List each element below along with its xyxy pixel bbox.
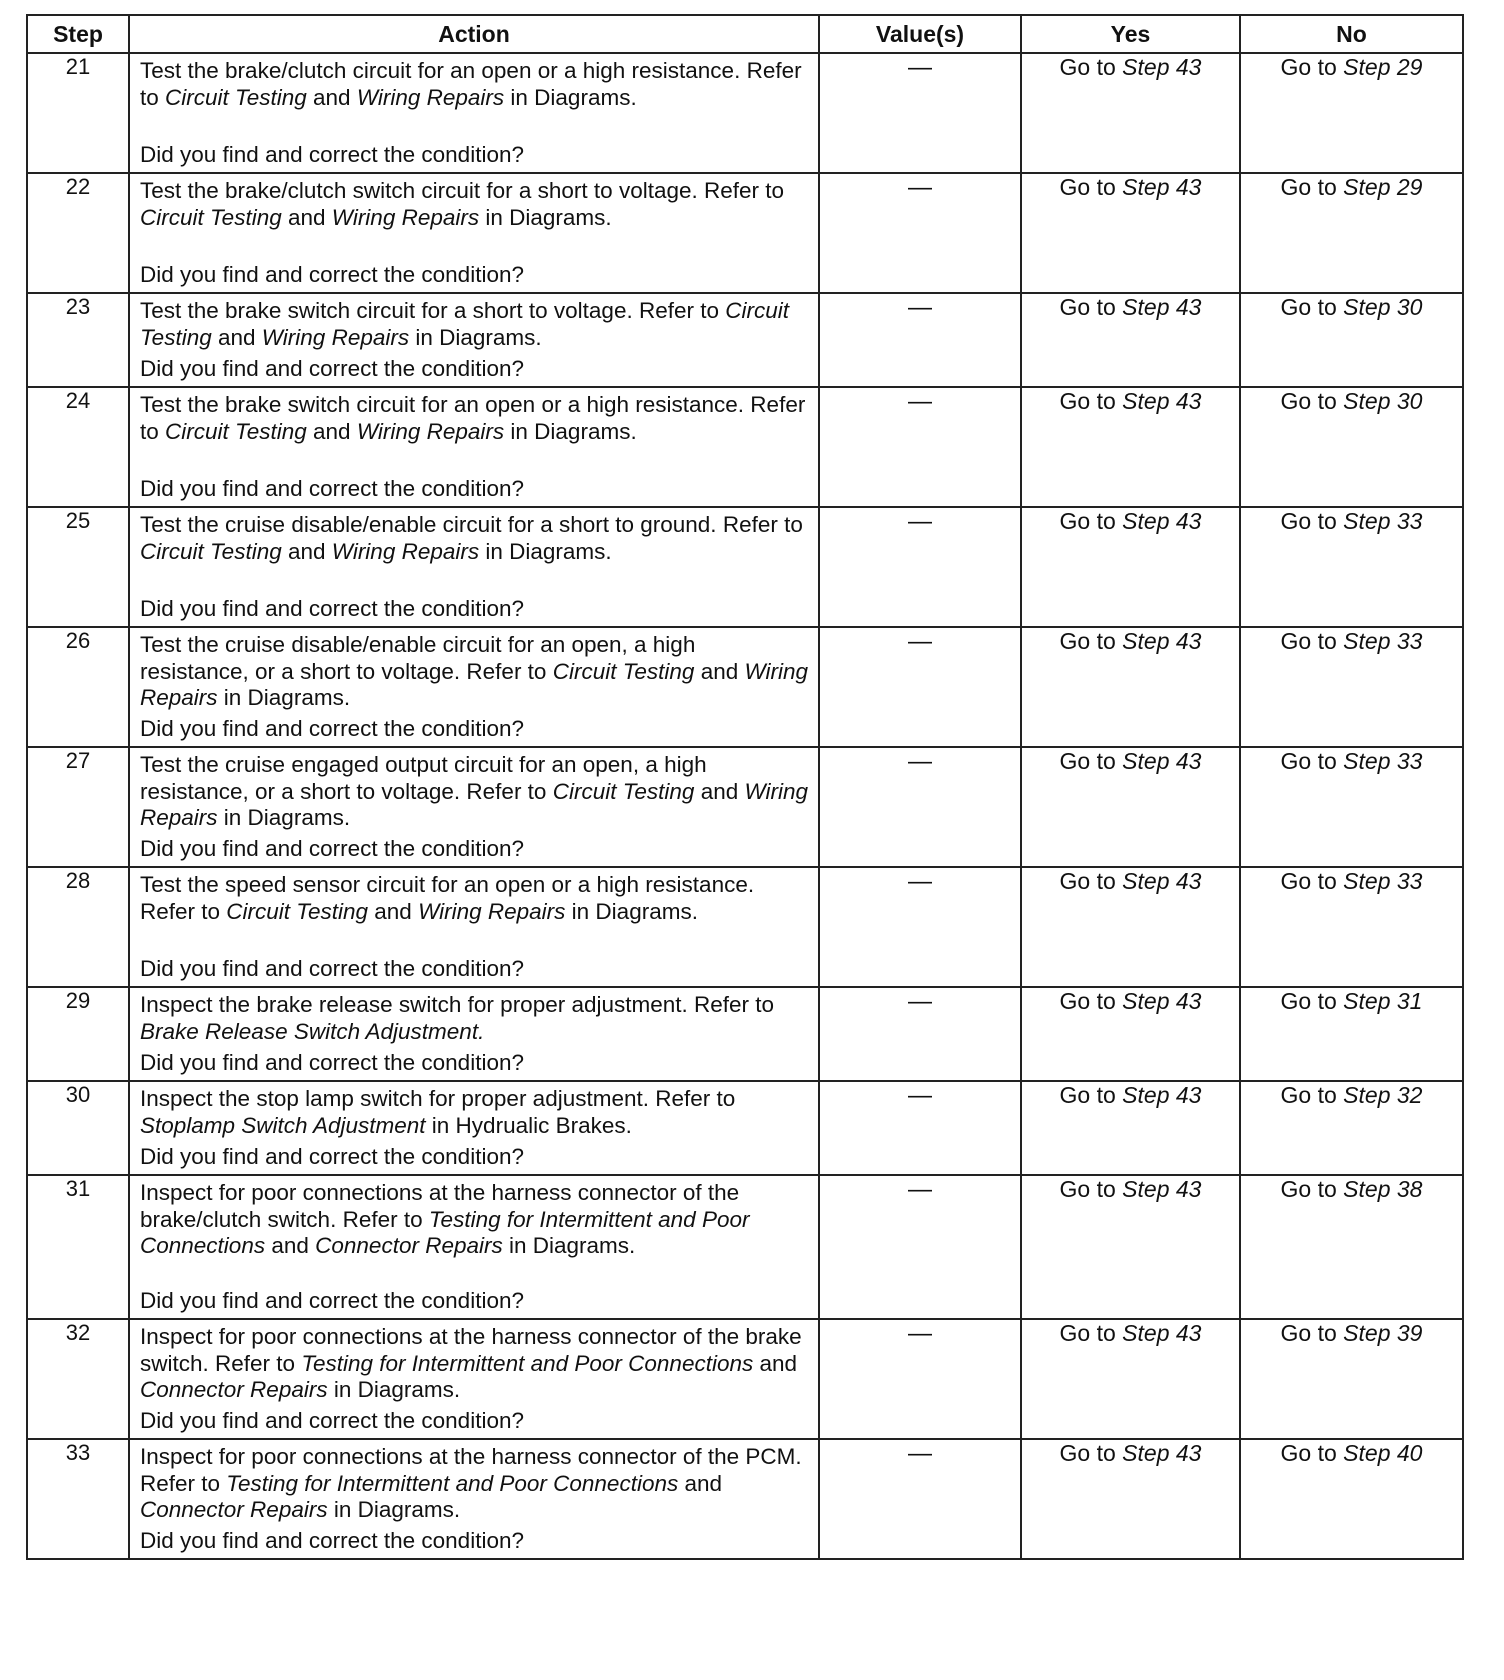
yes-step-link[interactable]: Step 43 [1122,628,1202,654]
header-row [27,15,1463,53]
action-text-segment: Test the speed sensor circuit for an open or a high resistance. Refer to [140,872,755,924]
value-cell: — [819,293,1021,387]
header-values: Value(s) [819,15,1021,53]
table-row [27,987,1463,1081]
yes-goto[interactable] [1060,748,1202,774]
reference-title: Circuit Testing [226,898,369,924]
header-yes: Yes [1021,15,1240,53]
action-text-segment: and [694,658,745,684]
action-text-segment: and [368,898,419,924]
action-text [140,1086,810,1139]
no-goto[interactable] [1281,174,1423,200]
action-text-segment: Test the cruise engaged output circuit for an open, a high resistance, or a short to voltage. Refer to [140,752,707,804]
yes-prefix: Go to [1059,1440,1123,1466]
no-prefix: Go to [1280,54,1344,80]
yes-prefix: Go to [1059,1320,1123,1346]
action-text-segment: in Diagrams. [217,805,351,830]
yes-prefix: Go to [1059,1082,1123,1108]
no-goto[interactable] [1281,54,1423,80]
action-question: Did you find and correct the condition? [140,595,524,621]
step-number: 30 [27,1081,129,1175]
action-cell [129,173,819,293]
yes-cell [1021,387,1240,507]
step-number: 27 [27,747,129,867]
action-question: Did you find and correct the condition? [140,261,524,287]
no-prefix: Go to [1280,1440,1344,1466]
reference-title: Wiring Repairs [418,898,566,924]
value-cell: — [819,867,1021,987]
action-text-segment: and [281,538,332,564]
yes-goto[interactable] [1060,988,1202,1014]
reference-title: Testing for Intermittent and Poor Connections [301,1350,754,1376]
action-question: Did you find and correct the condition? [140,955,524,981]
reference-title: Connector Repairs [140,1497,328,1522]
reference-title: Circuit Testing [165,418,307,444]
yes-goto[interactable] [1060,1320,1202,1346]
yes-step-link[interactable]: Step 43 [1122,868,1202,894]
yes-cell [1021,1319,1240,1439]
reference-title: Testing for Intermittent and Poor Connections [226,1470,679,1496]
action-text [140,1444,810,1524]
diagnostic-table [26,14,1464,1560]
no-step-link[interactable]: Step 38 [1343,1176,1423,1202]
yes-cell [1021,1439,1240,1559]
no-cell [1240,747,1463,867]
yes-cell [1021,867,1240,987]
action-question: Did you find and correct the condition? [140,1143,524,1169]
step-number: 29 [27,987,129,1081]
action-text-segment: in Diagrams. [504,84,637,110]
no-cell [1240,53,1463,173]
action-cell [129,627,819,747]
value-cell: — [819,627,1021,747]
table-row [27,1081,1463,1175]
yes-step-link[interactable]: Step 43 [1122,988,1202,1014]
no-prefix: Go to [1280,294,1344,320]
table-row [27,173,1463,293]
action-text [140,752,810,832]
no-step-link[interactable]: Step 33 [1343,868,1423,894]
no-goto[interactable] [1281,1176,1423,1202]
action-question: Did you find and correct the condition? [140,141,524,167]
reference-title: Wiring Repairs [356,84,505,110]
value-cell: — [819,1081,1021,1175]
table-row [27,867,1463,987]
yes-prefix: Go to [1059,54,1123,80]
action-text-segment: Inspect for poor connections at the harness connector of the brake/clutch switch. Refer to [140,1180,740,1232]
no-cell [1240,987,1463,1081]
no-prefix: Go to [1280,1320,1344,1346]
step-number: 23 [27,293,129,387]
yes-goto[interactable] [1060,1440,1202,1466]
no-step-link[interactable]: Step 39 [1343,1320,1423,1346]
no-goto[interactable] [1281,988,1423,1014]
table-row [27,293,1463,387]
value-cell: — [819,387,1021,507]
reference-title: Wiring Repairs [331,204,480,230]
header-no: No [1240,15,1463,53]
action-text-segment: in Diagrams. [217,685,351,710]
action-text-segment: in Diagrams. [409,324,542,350]
yes-goto[interactable] [1060,868,1202,894]
step-number: 25 [27,507,129,627]
header-step: Step [27,15,129,53]
yes-step-link[interactable]: Step 43 [1122,1176,1202,1202]
action-text-segment: in Diagrams. [327,1497,461,1522]
no-goto[interactable] [1281,1440,1423,1466]
yes-step-link[interactable]: Step 43 [1122,294,1202,320]
action-text-segment: in Diagrams. [504,418,637,444]
reference-title: Testing for Intermittent and Poor Connections [140,1206,750,1258]
value-cell: — [819,747,1021,867]
action-text-segment: in Diagrams. [502,1233,636,1258]
reference-title: Circuit Testing [165,84,307,110]
yes-prefix: Go to [1059,174,1123,200]
action-cell [129,1175,819,1319]
value-cell: — [819,507,1021,627]
yes-step-link[interactable]: Step 43 [1122,748,1202,774]
no-prefix: Go to [1280,508,1344,534]
no-goto[interactable] [1281,1082,1423,1108]
action-text-segment: and [678,1470,723,1496]
no-step-link[interactable]: Step 29 [1343,54,1423,80]
yes-cell [1021,173,1240,293]
no-prefix: Go to [1280,1176,1344,1202]
no-step-link[interactable]: Step 30 [1343,294,1423,320]
yes-prefix: Go to [1059,628,1123,654]
reference-title: Connector Repairs [315,1233,503,1258]
yes-goto[interactable] [1060,1176,1202,1202]
table-body [27,53,1463,1559]
yes-goto[interactable] [1060,1082,1202,1108]
action-text-segment: Test the cruise disable/enable circuit for a short to ground. Refer to [140,512,803,537]
header-action: Action [129,15,819,53]
table-row [27,627,1463,747]
action-text-segment: Inspect for poor connections at the harness connector of the PCM. Refer to [140,1444,802,1496]
table-row [27,387,1463,507]
yes-prefix: Go to [1059,508,1123,534]
no-goto[interactable] [1281,628,1423,654]
action-text-segment: and [306,418,357,444]
no-step-link[interactable]: Step 30 [1343,388,1423,414]
table-row [27,747,1463,867]
action-text-segment: and [281,204,332,230]
table-row [27,53,1463,173]
yes-goto[interactable] [1060,508,1202,534]
no-prefix: Go to [1280,988,1344,1014]
action-text-segment: Inspect for poor connections at the harness connector of the brake switch. Refer to [140,1324,802,1376]
action-text-segment: Test the brake switch circuit for a short to voltage. Refer to [140,298,726,323]
yes-prefix: Go to [1059,1176,1123,1202]
yes-step-link[interactable]: Step 43 [1122,1440,1202,1466]
value-cell: — [819,53,1021,173]
action-question: Did you find and correct the condition? [140,355,524,381]
yes-step-link[interactable]: Step 43 [1122,388,1202,414]
no-cell [1240,173,1463,293]
no-goto[interactable] [1281,388,1423,414]
action-cell [129,293,819,387]
action-text [140,58,810,111]
reference-title: Circuit Testing [552,658,695,684]
no-goto[interactable] [1281,1320,1423,1346]
no-cell [1240,507,1463,627]
action-text [140,1180,810,1260]
action-text-segment: in Hydrualic Brakes. [425,1112,632,1138]
reference-title: Wiring Repairs [140,658,809,710]
action-cell [129,1081,819,1175]
no-cell [1240,867,1463,987]
no-prefix: Go to [1280,388,1344,414]
no-step-link[interactable]: Step 32 [1343,1082,1423,1108]
reference-title: Connector Repairs [140,1377,328,1402]
yes-step-link[interactable]: Step 43 [1122,1082,1202,1108]
no-goto[interactable] [1281,508,1423,534]
action-cell [129,507,819,627]
value-cell: — [819,173,1021,293]
step-number: 22 [27,173,129,293]
table-row [27,1319,1463,1439]
action-cell [129,747,819,867]
action-question: Did you find and correct the condition? [140,1527,524,1553]
no-step-link[interactable]: Step 29 [1343,174,1423,200]
action-text-segment: in Diagrams. [327,1377,461,1402]
no-prefix: Go to [1280,628,1344,654]
yes-goto[interactable] [1060,628,1202,654]
action-text [140,512,810,565]
action-text-segment: and [265,1233,316,1258]
action-text-segment: and [306,84,357,110]
action-text-segment: Inspect the stop lamp switch for proper adjustment. Refer to [140,1086,736,1111]
no-cell [1240,387,1463,507]
no-prefix: Go to [1280,748,1344,774]
value-cell: — [819,1439,1021,1559]
reference-title: Wiring Repairs [331,538,480,564]
yes-cell [1021,507,1240,627]
action-text [140,992,810,1045]
yes-goto[interactable] [1060,294,1202,320]
reference-title: Wiring Repairs [261,324,410,350]
action-question: Did you find and correct the condition? [140,1049,524,1075]
step-number: 28 [27,867,129,987]
step-number: 21 [27,53,129,173]
no-cell [1240,1319,1463,1439]
yes-cell [1021,627,1240,747]
step-number: 31 [27,1175,129,1319]
action-cell [129,53,819,173]
action-text-segment: Test the brake switch circuit for an open or a high resistance. Refer to [140,392,806,444]
no-step-link[interactable]: Step 33 [1343,508,1423,534]
action-text-segment: in Diagrams. [479,538,612,564]
action-text-segment: and [694,778,745,804]
action-text-segment: and [753,1350,798,1376]
yes-cell [1021,747,1240,867]
action-text-segment: Test the brake/clutch circuit for an open or a high resistance. Refer to [140,58,802,110]
yes-goto[interactable] [1060,174,1202,200]
action-cell [129,867,819,987]
reference-title: Circuit Testing [140,298,790,350]
action-cell [129,1319,819,1439]
reference-title: Circuit Testing [552,778,695,804]
action-cell [129,987,819,1081]
no-prefix: Go to [1280,868,1344,894]
reference-title: Circuit Testing [140,538,282,564]
action-text-segment: in Diagrams. [565,898,698,924]
value-cell: — [819,1319,1021,1439]
action-question: Did you find and correct the condition? [140,475,524,501]
yes-prefix: Go to [1059,388,1123,414]
yes-step-link[interactable]: Step 43 [1122,54,1202,80]
action-text-segment: Test the cruise disable/enable circuit for an open, a high resistance, or a short to voltage. Refer to [140,632,696,684]
action-cell [129,387,819,507]
no-goto[interactable] [1281,748,1423,774]
reference-title: Circuit Testing [140,204,282,230]
step-number: 24 [27,387,129,507]
action-text-segment: in Diagrams. [479,204,612,230]
yes-goto[interactable] [1060,54,1202,80]
action-text-segment: and [211,324,262,350]
reference-title: Stoplamp Switch Adjustment [140,1112,426,1138]
no-cell [1240,293,1463,387]
value-cell: — [819,987,1021,1081]
no-cell [1240,1081,1463,1175]
yes-cell [1021,1175,1240,1319]
table-row [27,1175,1463,1319]
yes-prefix: Go to [1059,988,1123,1014]
no-prefix: Go to [1280,1082,1344,1108]
no-cell [1240,627,1463,747]
yes-cell [1021,293,1240,387]
action-question: Did you find and correct the condition? [140,835,524,861]
no-cell [1240,1175,1463,1319]
yes-goto[interactable] [1060,388,1202,414]
reference-title: Wiring Repairs [356,418,505,444]
table-row [27,507,1463,627]
action-text [140,872,810,925]
value-cell: — [819,1175,1021,1319]
yes-prefix: Go to [1059,748,1123,774]
action-text [140,392,810,445]
no-goto[interactable] [1281,868,1423,894]
yes-cell [1021,1081,1240,1175]
action-text-segment: Test the brake/clutch switch circuit for a short to voltage. Refer to [140,178,785,203]
reference-title: Wiring Repairs [140,778,809,830]
action-question: Did you find and correct the condition? [140,1287,524,1313]
no-prefix: Go to [1280,174,1344,200]
action-text [140,632,810,712]
no-step-link[interactable]: Step 33 [1343,628,1423,654]
step-number: 32 [27,1319,129,1439]
yes-step-link[interactable]: Step 43 [1122,508,1202,534]
yes-step-link[interactable]: Step 43 [1122,174,1202,200]
table-row [27,1439,1463,1559]
yes-cell [1021,53,1240,173]
step-number: 33 [27,1439,129,1559]
yes-prefix: Go to [1059,294,1123,320]
action-question: Did you find and correct the condition? [140,715,524,741]
no-goto[interactable] [1281,294,1423,320]
no-step-link[interactable]: Step 31 [1343,988,1423,1014]
reference-title: Brake Release Switch Adjustment. [140,1018,485,1044]
no-cell [1240,1439,1463,1559]
step-number: 26 [27,627,129,747]
yes-step-link[interactable]: Step 43 [1122,1320,1202,1346]
action-text [140,178,810,231]
no-step-link[interactable]: Step 40 [1343,1440,1423,1466]
action-cell [129,1439,819,1559]
action-text [140,298,810,351]
no-step-link[interactable]: Step 33 [1343,748,1423,774]
action-text [140,1324,810,1404]
action-text-segment: Inspect the brake release switch for proper adjustment. Refer to [140,992,775,1017]
yes-prefix: Go to [1059,868,1123,894]
action-question: Did you find and correct the condition? [140,1407,524,1433]
yes-cell [1021,987,1240,1081]
